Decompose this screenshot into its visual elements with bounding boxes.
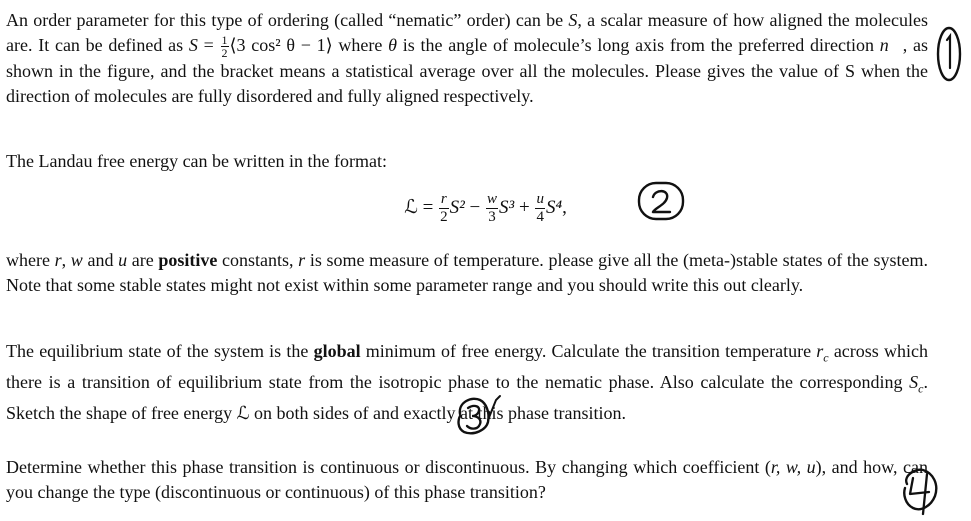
math-symbol-r: r: [816, 341, 824, 361]
landau-equation: [0, 183, 971, 233]
text-span: , as shown in the figure, and the bracket means a statistical average over all the molecules. Please gives the value of S when the direction of molecules are fully disordered and fully aligned respectively.: [6, 34, 929, 106]
text-span: is the angle of molecule’s long axis from the preferred direction: [397, 34, 880, 55]
math-term: S⁴: [545, 197, 563, 218]
text-span: and: [82, 250, 119, 270]
text-span: The Landau free energy can be written in the format:: [6, 151, 387, 171]
fraction-numerator: u: [536, 191, 544, 208]
text-span: constants,: [217, 250, 299, 270]
fraction-numerator: r: [440, 191, 447, 208]
bold-text: global: [313, 341, 361, 361]
paragraph-stable-states: [6, 248, 928, 297]
math-coefficients: r, w, u: [770, 457, 816, 477]
text-span: Determine whether this phase transition is continuous or discontinuous. By changing which coefficient (: [6, 457, 771, 477]
text-span: across which there is a transition of equilibrium state from the isotropic phase to the nematic phase. Also calculate the corresponding: [6, 341, 928, 393]
math-symbol-w: w: [70, 250, 83, 270]
text-span: on both sides of and exactly at this phase transition.: [249, 403, 626, 424]
handwritten-mark-4: [897, 464, 945, 518]
fraction-r-over-2: [439, 191, 449, 226]
math-symbol-s: S: [909, 372, 919, 393]
math-symbol-r: r: [54, 250, 62, 270]
math-symbol-s: S: [568, 10, 578, 30]
text-span: ,: [61, 250, 71, 270]
text-span: minimum of free energy. Calculate the transition temperature: [360, 341, 817, 361]
circled-number-3-icon: [452, 390, 504, 442]
math-operator: −: [464, 197, 486, 218]
fraction-w-over-3: [486, 191, 498, 226]
math-symbol-theta: θ: [388, 34, 397, 55]
handwritten-mark-2: [634, 178, 690, 226]
math-subscript: c: [823, 350, 829, 365]
circled-number-2-icon: [634, 178, 690, 226]
circled-number-4-icon: [897, 464, 945, 518]
text-span: . Sketch the shape of free energy: [6, 372, 928, 424]
text-span: where: [6, 250, 55, 270]
fraction-denominator: 3: [488, 209, 496, 226]
text-span: are: [127, 250, 159, 270]
handwritten-mark-1: [934, 22, 966, 86]
fraction-denominator: 4: [536, 209, 544, 226]
text-span: where: [332, 34, 389, 55]
handwritten-mark-3: [452, 390, 504, 442]
text-span: ), and how, can you change the type (discontinuous or continuous) of this phase transition?: [6, 457, 929, 502]
math-punctuation: ,: [562, 197, 567, 218]
circled-number-1-icon: [934, 22, 966, 86]
math-operator: +: [514, 197, 535, 218]
paragraph-continuity: [6, 455, 928, 504]
fraction-u-over-4: [535, 191, 545, 226]
math-symbol-L: ℒ: [236, 403, 250, 424]
fraction-denominator: 2: [440, 209, 448, 226]
math-equals: =: [197, 34, 220, 55]
math-symbol-u: u: [118, 250, 128, 270]
math-symbol-s: S: [188, 34, 198, 55]
math-vector-n: n⃗: [879, 34, 903, 55]
math-symbol-L: ℒ: [404, 197, 418, 218]
math-subscript: c: [918, 381, 924, 396]
paragraph-landau-intro: [6, 149, 928, 174]
fraction-one-half: [221, 34, 229, 59]
text-span: An order parameter for this type of ordering (called “nematic” order) can be: [6, 10, 569, 30]
math-equals: =: [417, 197, 439, 218]
text-span: , a scalar measure of how aligned the molecules are. It can be defined as: [6, 10, 928, 55]
fraction-numerator: 1: [221, 32, 228, 47]
math-term: S²: [449, 197, 465, 218]
text-span: is some measure of temperature. please give all the (meta-)stable states of the system. Note that some stable states might not exist within some parameter range and you should write this out clearly.: [6, 250, 928, 295]
math-term: S³: [499, 197, 515, 218]
bold-text: positive: [158, 250, 218, 270]
fraction-denominator: 2: [221, 45, 228, 60]
paragraph-order-parameter: [6, 8, 928, 108]
text-span: The equilibrium state of the system is the: [6, 341, 314, 361]
math-average-expression: ⟨3 cos² θ − 1⟩: [229, 34, 333, 55]
math-symbol-r: r: [298, 250, 306, 270]
fraction-numerator: w: [487, 191, 498, 208]
